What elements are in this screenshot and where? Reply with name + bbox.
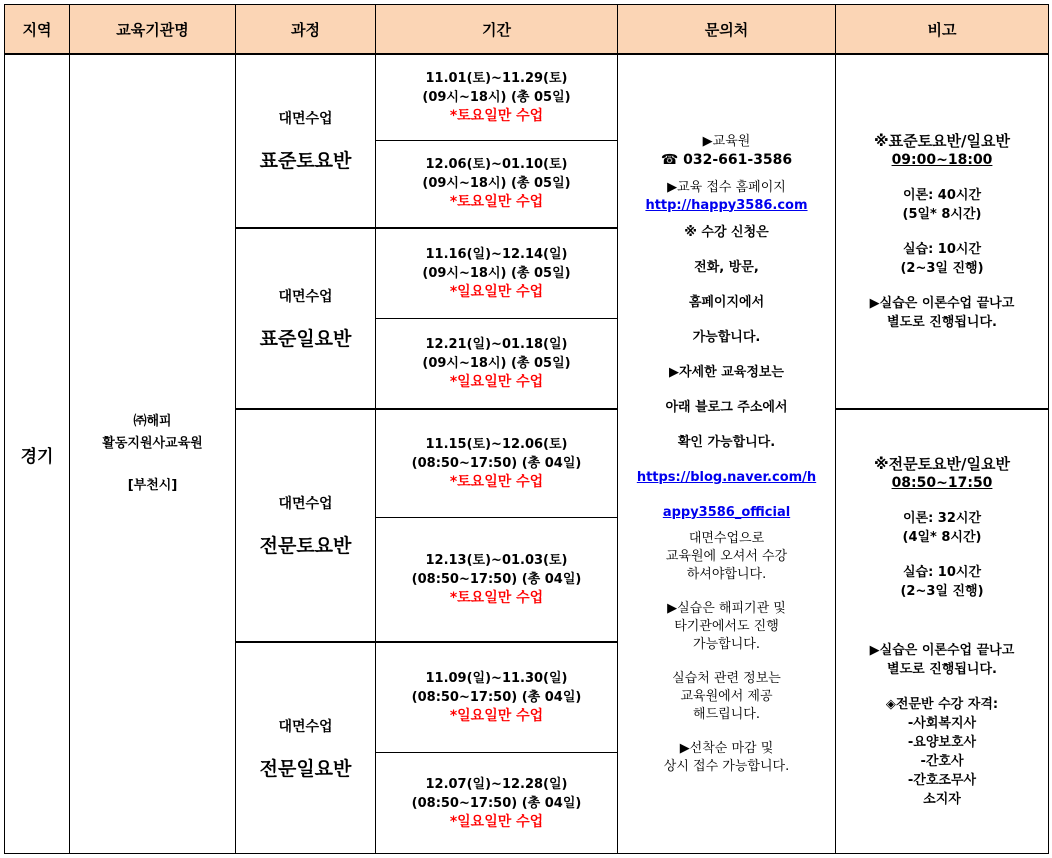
period-note: *토요일만 수업 [449,194,544,211]
remark-expert-qualification-3: -간호사 [920,753,964,769]
remark-standard-time: 09:00~18:00 [891,151,993,168]
course-name: 전문토요반 [259,535,352,558]
period-note: *일요일만 수업 [449,813,544,830]
course-cell [236,228,376,410]
remark-expert-time: 08:50~17:50 [891,474,993,491]
remark-standard-note-2: 별도로 진행됩니다. [887,314,997,330]
period-dates: 12.13(토)~01.03(토) [425,553,568,569]
header-institution: 교육기관명 [70,5,236,55]
course-cell [236,409,376,642]
contact-practice-1: ▶실습은 해피기관 및 [667,600,786,616]
contact-f2f-3: 하셔야합니다. [686,566,767,582]
period-cell [376,318,618,409]
header-row [5,5,1049,55]
period-note: *일요일만 수업 [449,374,544,391]
contact-blog-link-2[interactable]: appy3586_official [662,504,791,520]
remark-standard-theory-2: (5일* 8시간) [902,206,982,222]
remark-standard-cell [836,54,1049,409]
contact-info-3: 확인 가능합니다. [677,434,776,450]
contact-cell [618,54,836,854]
remark-expert-theory-2: (4일* 8시간) [902,529,982,545]
contact-blog-link-1[interactable]: https://blog.naver.com/h [636,469,817,485]
contact-label: ▶교육원 [702,133,751,149]
period-cell [376,228,618,319]
remark-expert-title: ※전문토요반/일요반 [874,454,1010,473]
remark-expert-qualification-title: ◈전문반 수강 자격: [885,696,999,712]
contact-info-1: ▶자세한 교육정보는 [669,364,784,380]
remark-expert-practice-2: (2~3일 진행) [900,583,984,599]
period-cell [376,753,618,854]
period-dates: 12.21(일)~01.18(일) [425,337,568,353]
period-dates: 11.01(토)~11.29(토) [425,71,568,87]
contact-apply-3: 홈페이지에서 [688,294,765,310]
remark-standard-practice-2: (2~3일 진행) [900,260,984,276]
period-hours: (08:50~17:50) (총 04일) [411,456,582,472]
header-region: 지역 [5,5,70,55]
contact-apply-4: 가능합니다. [692,329,761,345]
remark-expert-practice-1: 실습: 10시간 [902,564,982,580]
period-note: *일요일만 수업 [449,708,544,725]
table-row [5,54,1049,141]
period-hours: (08:50~17:50) (총 04일) [411,795,582,811]
contact-first-come-2: 상시 접수 가능합니다. [663,758,790,774]
period-dates: 11.15(토)~12.06(토) [425,437,568,453]
header-period: 기간 [376,5,618,55]
period-cell [376,517,618,642]
period-dates: 11.16(일)~12.14(일) [425,246,568,262]
contact-f2f-1: 대면수업으로 [688,530,765,546]
contact-site-link[interactable]: http://happy3586.com [645,197,808,213]
course-cell [236,642,376,853]
header-course: 과정 [236,5,376,55]
remark-expert-theory-1: 이론: 32시간 [902,510,982,526]
contact-practice-info-1: 실습처 관련 정보는 [672,670,781,686]
contact-practice-info-2: 교육원에서 제공 [680,688,773,704]
course-name: 전문일요반 [259,757,352,780]
remark-standard-theory-1: 이론: 40시간 [902,187,982,203]
period-note: *일요일만 수업 [449,283,544,300]
course-type: 대면수업 [278,288,333,305]
period-hours: (08:50~17:50) (총 04일) [411,572,582,588]
period-cell [376,54,618,141]
course-type: 대면수업 [278,111,333,128]
contact-f2f-2: 교육원에 오셔서 수강 [665,548,788,564]
contact-apply-2: 전화, 방문, [694,259,759,275]
period-hours: (09시~18시) (총 05일) [422,356,571,372]
period-note: *토요일만 수업 [449,590,544,607]
contact-phone: ☎ 032-661-3586 [660,151,793,168]
remark-expert-note-1: ▶실습은 이론수업 끝나고 [869,642,1015,658]
course-cell [236,54,376,228]
period-hours: (09시~18시) (총 05일) [422,265,571,281]
remark-standard-title: ※표준토요반/일요반 [874,131,1010,150]
remark-standard-practice-1: 실습: 10시간 [902,241,982,257]
contact-practice-2: 타기관에서도 진행 [674,618,779,634]
contact-apply-1: ※ 수강 신청은 [684,224,769,240]
period-cell [376,141,618,228]
course-name: 표준토요반 [259,150,352,173]
schedule-table [4,4,1049,854]
contact-info-2: 아래 블로그 주소에서 [665,399,788,415]
remark-expert-cell [836,409,1049,853]
period-dates: 12.07(일)~12.28(일) [425,776,568,792]
period-cell [376,409,618,517]
remark-standard-note-1: ▶실습은 이론수업 끝나고 [869,295,1015,311]
remark-expert-qualification-5: 소지자 [923,791,961,807]
contact-practice-info-3: 해드립니다. [693,706,760,722]
period-cell [376,642,618,752]
period-dates: 12.06(토)~01.10(토) [425,157,568,173]
period-dates: 11.09(일)~11.30(일) [425,671,568,687]
period-note: *토요일만 수업 [449,108,544,125]
institution-name-2: 활동지원사교육원 [102,436,203,451]
institution-name-1: ㈜해피 [133,414,172,429]
institution-location: [부천시] [127,478,178,493]
remark-expert-qualification-1: -사회복지사 [907,715,977,731]
period-hours: (09시~18시) (총 05일) [422,90,571,106]
period-hours: (09시~18시) (총 05일) [422,176,571,192]
remark-expert-qualification-2: -요양보호사 [907,734,977,750]
region-cell: 경기 [5,54,70,854]
period-hours: (08:50~17:50) (총 04일) [411,690,582,706]
period-note: *토요일만 수업 [449,474,544,491]
course-type: 대면수업 [278,496,333,513]
header-remarks: 비고 [836,5,1049,55]
contact-practice-3: 가능합니다. [693,636,760,652]
header-contact: 문의처 [618,5,836,55]
contact-first-come-1: ▶선착순 마감 및 [679,740,774,756]
remark-expert-note-2: 별도로 진행됩니다. [887,661,997,677]
contact-site-label: ▶교육 접수 홈페이지 [667,179,786,195]
course-type: 대면수업 [278,718,333,735]
remark-expert-qualification-4: -간호조무사 [907,772,977,788]
course-name: 표준일요반 [259,327,352,350]
institution-cell [70,54,236,854]
